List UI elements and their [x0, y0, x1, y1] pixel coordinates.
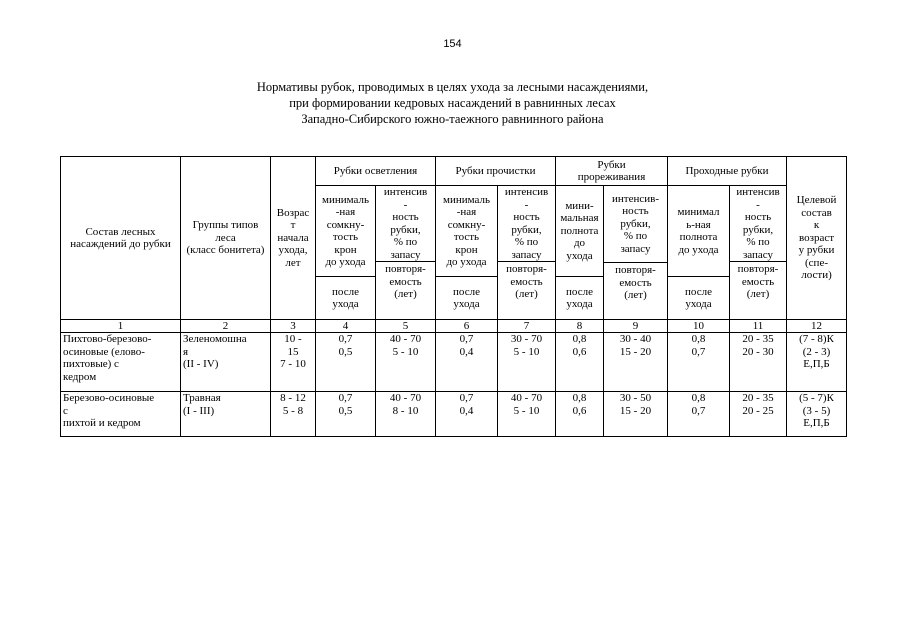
cell-composition: Пихтово-березово- осиновые (елово- пихтовые) с кедром [61, 333, 181, 392]
cell-thinning-min: 0,8 0,6 [556, 392, 604, 437]
cell-cleaning-min: 0,7 0,4 [436, 333, 498, 392]
header-lighting-int: интенсив - ность рубки, % по запасу повторя- емость (лет) [376, 186, 436, 320]
title-line-3: Западно-Сибирского южно-таежного равнинного района [301, 112, 604, 126]
table-row [61, 333, 847, 392]
column-number: 11 [730, 320, 787, 333]
title-line-2: при формировании кедровых насаждений в равнинных лесах [289, 96, 616, 110]
header-composition: Состав лесных насаждений до рубки [61, 157, 181, 320]
table-row [61, 392, 847, 437]
cell-composition: Березово-осиновые с пихтой и кедром [61, 392, 181, 437]
cell-cleaning-min: 0,7 0,4 [436, 392, 498, 437]
header-cleaning-after: после ухода [436, 277, 498, 320]
column-number: 10 [668, 320, 730, 333]
header-thinning-min: мини- мальная полнота до ухода [556, 186, 604, 277]
cell-lighting-min: 0,7 0,5 [316, 333, 376, 392]
column-number: 9 [604, 320, 668, 333]
header-target: Целевой состав к возраст у рубки (спе- лости) [787, 157, 847, 320]
cell-thinning-int: 30 - 50 15 - 20 [604, 392, 668, 437]
cell-forest-group: Травная (I - III) [181, 392, 271, 437]
cell-age: 8 - 12 5 - 8 [271, 392, 316, 437]
header-cleaning-repeat: повторя- емость (лет) [498, 261, 555, 301]
cell-passage-int: 20 - 35 20 - 30 [730, 333, 787, 392]
header-lighting-min: минималь -ная сомкну- тость крон до ухода [316, 186, 376, 277]
cell-lighting-int: 40 - 70 5 - 10 [376, 333, 436, 392]
column-number: 6 [436, 320, 498, 333]
cell-cleaning-int: 40 - 70 5 - 10 [498, 392, 556, 437]
header-cleaning-int: интенсив - ность рубки, % по запасу повторя- емость (лет) [498, 186, 556, 320]
cell-cleaning-int: 30 - 70 5 - 10 [498, 333, 556, 392]
header-row-groups [61, 157, 847, 186]
header-passage: Проходные рубки [668, 157, 787, 186]
column-number: 7 [498, 320, 556, 333]
header-forest-groups: Группы типов леса (класс бонитета) [181, 157, 271, 320]
column-number: 4 [316, 320, 376, 333]
header-lighting-after: после ухода [316, 277, 376, 320]
header-cleaning-min: минималь -ная сомкну- тость крон до ухода [436, 186, 498, 277]
cell-passage-min: 0,8 0,7 [668, 333, 730, 392]
column-number: 8 [556, 320, 604, 333]
column-number: 1 [61, 320, 181, 333]
header-passage-after: после ухода [668, 277, 730, 320]
header-cleaning: Рубки прочистки [436, 157, 556, 186]
cell-target: (5 - 7)К (3 - 5) Е,П,Б [787, 392, 847, 437]
column-number: 5 [376, 320, 436, 333]
header-passage-int: интенсив - ность рубки, % по запасу повторя- емость (лет) [730, 186, 787, 320]
cell-lighting-int: 40 - 70 8 - 10 [376, 392, 436, 437]
header-passage-min: минимал ь-ная полнота до ухода [668, 186, 730, 277]
header-thinning-after: после ухода [556, 277, 604, 320]
column-number: 3 [271, 320, 316, 333]
cell-passage-int: 20 - 35 20 - 25 [730, 392, 787, 437]
logging-norms-table [60, 156, 847, 437]
column-number: 2 [181, 320, 271, 333]
cell-passage-min: 0,8 0,7 [668, 392, 730, 437]
header-thinning: Рубки прореживания [556, 157, 668, 186]
header-lighting: Рубки осветления [316, 157, 436, 186]
header-lighting-repeat: повторя- емость (лет) [376, 261, 435, 301]
header-passage-repeat: повторя- емость (лет) [730, 261, 786, 301]
header-thinning-repeat: повторя- емость (лет) [604, 262, 667, 302]
cell-target: (7 - 8)К (2 - 3) Е,П,Б [787, 333, 847, 392]
cell-lighting-min: 0,7 0,5 [316, 392, 376, 437]
header-age-start: Возрас т начала ухода, лет [271, 157, 316, 320]
cell-age: 10 - 15 7 - 10 [271, 333, 316, 392]
cell-thinning-min: 0,8 0,6 [556, 333, 604, 392]
title-line-1: Нормативы рубок, проводимых в целях ухода за лесными насаждениями, [256, 80, 649, 94]
column-number: 12 [787, 320, 847, 333]
document-title [0, 79, 905, 127]
cell-forest-group: Зеленомошна я (II - IV) [181, 333, 271, 392]
cell-thinning-int: 30 - 40 15 - 20 [604, 333, 668, 392]
page-number: 154 [443, 38, 462, 50]
column-number-row [61, 320, 847, 333]
header-thinning-int: интенсив- ность рубки, % по запасу повторя- емость (лет) [604, 186, 668, 320]
